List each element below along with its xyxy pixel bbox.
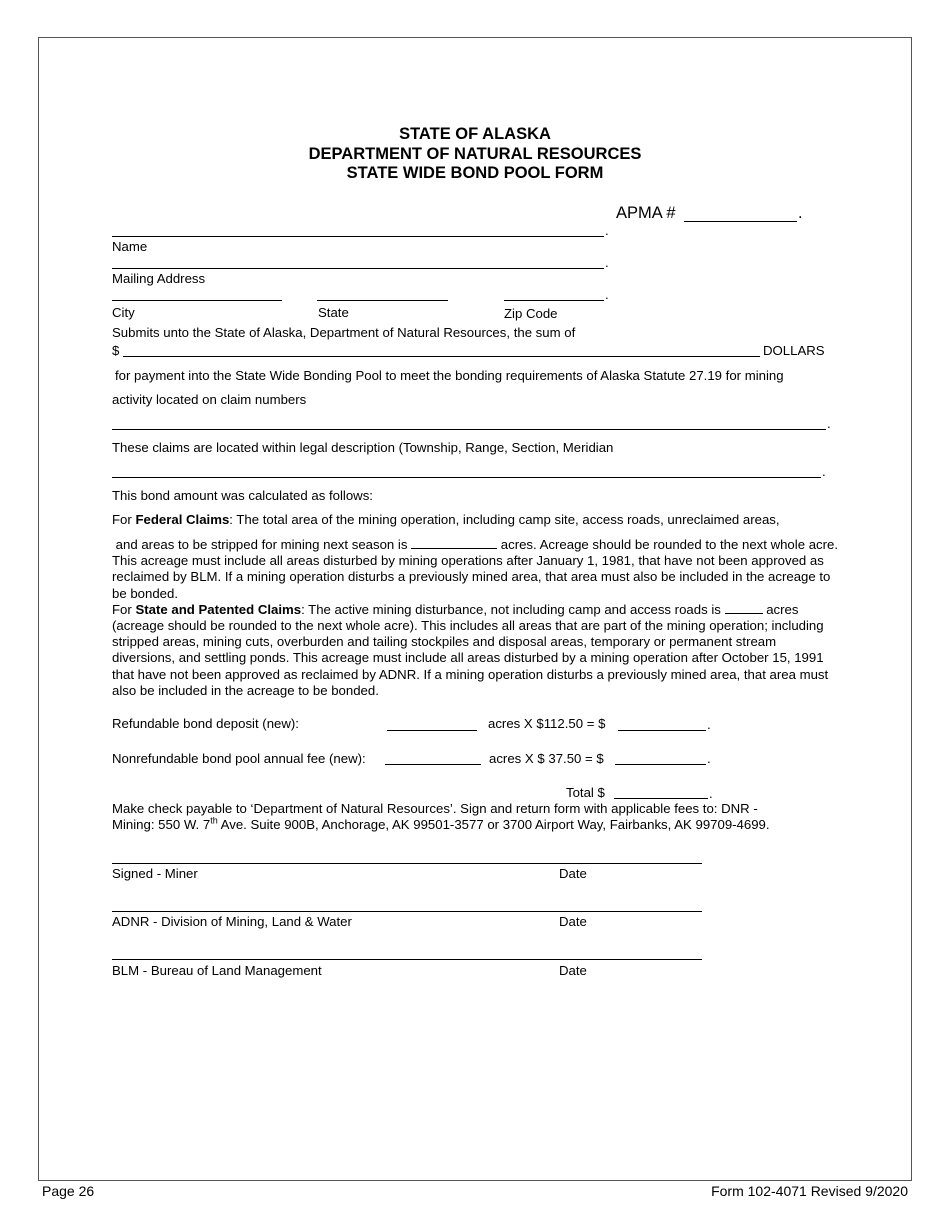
- miner-signature-label: Signed - Miner: [112, 866, 198, 881]
- payment-text-line2: activity located on claim numbers: [112, 392, 307, 407]
- apma-label: APMA #: [616, 204, 676, 222]
- form-title: STATE WIDE BOND POOL FORM: [346, 164, 604, 182]
- name-period: .: [605, 223, 609, 238]
- zip-period: .: [605, 287, 609, 302]
- header-department: DEPARTMENT OF NATURAL RESOURCES: [308, 145, 642, 163]
- refundable-acres-field[interactable]: [387, 730, 477, 731]
- refundable-period: .: [707, 717, 711, 732]
- nonrefundable-calc: acres X $ 37.50 = $: [489, 751, 604, 766]
- refundable-calc: acres X $112.50 = $: [488, 716, 606, 731]
- miner-signature-field[interactable]: [112, 863, 702, 864]
- refundable-amount-field[interactable]: [618, 730, 706, 731]
- total-label: Total $: [566, 785, 605, 800]
- adnr-date-label: Date: [559, 914, 587, 929]
- state-acres-field[interactable]: [725, 613, 763, 614]
- nonrefundable-label: Nonrefundable bond pool annual fee (new):: [112, 751, 366, 766]
- payment-instructions-line2: Mining: 550 W. 7th Ave. Suite 900B, Anchorage, AK 99501-3577 or 3700 Airport Way, Fairbanks, AK 99709-4699.: [112, 815, 770, 832]
- legal-description-text: These claims are located within legal description (Township, Range, Section, Meridian: [112, 440, 614, 455]
- state-field[interactable]: [317, 300, 448, 301]
- claim-numbers-field[interactable]: [112, 429, 826, 430]
- submits-text: Submits unto the State of Alaska, Department of Natural Resources, the sum of: [112, 325, 576, 340]
- federal-claims-heading: Federal Claims: [135, 512, 230, 527]
- federal-acres-field[interactable]: [411, 548, 497, 549]
- dollar-amount-field[interactable]: [123, 356, 760, 357]
- city-field[interactable]: [112, 300, 282, 301]
- mailing-period: .: [605, 255, 609, 270]
- nonrefundable-amount-field[interactable]: [615, 764, 706, 765]
- total-amount-field[interactable]: [614, 798, 708, 799]
- legal-period: .: [822, 464, 826, 479]
- nonrefundable-period: .: [707, 751, 711, 766]
- claims-period: .: [827, 416, 831, 431]
- state-label: State: [318, 305, 349, 320]
- federal-claims-line1: For Federal Claims: The total area of the mining operation, including camp site, access roads, unreclaimed areas,: [112, 512, 780, 527]
- legal-description-field[interactable]: [112, 477, 821, 478]
- state-claims-heading: State and Patented Claims: [135, 601, 302, 617]
- adnr-signature-field[interactable]: [112, 911, 702, 912]
- payment-text-line1: for payment into the State Wide Bonding Pool to meet the bonding requirements of Alaska Statute 27.19 for mining: [115, 368, 784, 383]
- payment-instructions-line1: Make check payable to ‘Department of Natural Resources’. Sign and return form with applicable fees to: DNR -: [112, 801, 758, 816]
- adnr-signature-label: ADNR - Division of Mining, Land & Water: [112, 914, 352, 929]
- blm-signature-field[interactable]: [112, 959, 702, 960]
- apma-period: .: [798, 204, 803, 222]
- name-label: Name: [112, 239, 148, 254]
- form-number: Form 102-4071 Revised 9/2020: [711, 1183, 908, 1199]
- nonrefundable-acres-field[interactable]: [385, 764, 481, 765]
- apma-number-field[interactable]: [684, 221, 797, 222]
- city-label: City: [112, 305, 135, 320]
- mailing-address-field[interactable]: [112, 268, 604, 269]
- refundable-label: Refundable bond deposit (new):: [112, 716, 299, 731]
- mailing-address-label: Mailing Address: [112, 271, 206, 286]
- miner-date-label: Date: [559, 866, 587, 881]
- header-state: STATE OF ALASKA: [399, 125, 551, 143]
- zip-field[interactable]: [504, 300, 604, 301]
- total-period: .: [709, 786, 713, 801]
- dollars-label: DOLLARS: [763, 343, 825, 358]
- dollar-sign: $: [112, 343, 120, 358]
- calculation-heading: This bond amount was calculated as follows:: [112, 488, 373, 503]
- page-number: Page 26: [42, 1183, 95, 1199]
- name-field[interactable]: [112, 236, 604, 237]
- zip-label: Zip Code: [504, 306, 558, 321]
- blm-signature-label: BLM - Bureau of Land Management: [112, 963, 322, 978]
- blm-date-label: Date: [559, 963, 587, 978]
- federal-claims-paragraph: and areas to be stripped for mining next season is acres. Acreage should be rounded to the next whole acre. This acreage must include all areas disturbed by mining operations after January 1, 1981, that have not been approved as reclaimed by BLM. If a mining operation disturbs a previously mined area, that area must also be included in the acreage to be bonded. For State and Patented Claims: The active mining disturbance, not including camp and access roads is acres (acreage should be rounded to the next whole acre). This includes all areas that are part of the mining operation; including stripped areas, mining cuts, overburden and tailing stockpiles and disposal areas, temporary or permanent stream diversions, and settling ponds. This acreage must include all areas disturbed by a mining operation after October 15, 1991 that have not been approved as reclaimed by ADNR. If a mining operation disturbs a previously mined area, that area must also be included in the acreage to be bonded.: [112, 537, 839, 698]
